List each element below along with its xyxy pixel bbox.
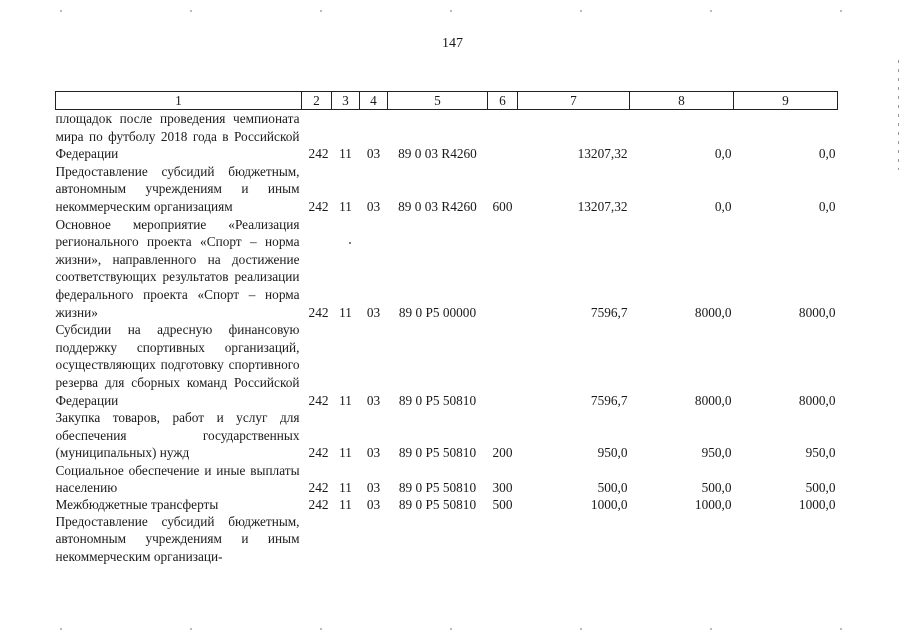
row-code: 242 [308, 445, 329, 461]
column-header-7: 7 [518, 92, 630, 110]
row-section: 11 [339, 392, 352, 408]
row-name: площадок после проведения чемпионата мира по футболу 2018 года в Российской Федерации [55, 111, 300, 162]
row-amount-1: 1000,0 [590, 496, 628, 512]
row-amount-3: 950,0 [805, 445, 836, 461]
row-code [302, 513, 332, 566]
table-row [56, 321, 838, 409]
row-code: 242 [308, 479, 329, 495]
row-amount-2: 0,0 [714, 146, 732, 162]
row-amount-2: 500,0 [701, 479, 732, 495]
row-target-article: 89 0 03 R4260 [398, 198, 477, 214]
header-row [56, 92, 838, 110]
row-section: 11 [339, 479, 352, 495]
table-row [56, 462, 838, 496]
row-subsection: 03 [366, 198, 381, 214]
table-row [56, 110, 838, 163]
row-expense-type: 500 [492, 496, 513, 512]
row-section: 11 [339, 146, 352, 162]
row-target-article: 89 0 P5 50810 [398, 496, 477, 512]
page-number: 147 [442, 36, 463, 51]
row-expense-type: 300 [492, 479, 513, 495]
row-subsection: 03 [366, 445, 381, 461]
row-section: 11 [339, 496, 352, 512]
row-expense-type [488, 110, 518, 163]
row-amount-1: 500,0 [597, 479, 628, 495]
row-amount-2: 1000,0 [694, 496, 732, 512]
row-target-article: 89 0 P5 00000 [398, 304, 477, 320]
row-section [332, 513, 360, 566]
row-amount-1: 950,0 [597, 445, 628, 461]
row-subsection: 03 [366, 392, 381, 408]
row-amount-3: 8000,0 [798, 392, 836, 408]
row-target-article: 89 0 P5 50810 [398, 445, 477, 461]
row-section: 11 [339, 198, 352, 214]
scan-dot-mark [349, 242, 351, 244]
row-name: Социальное обеспечение и иные выплаты населению [55, 462, 300, 495]
row-amount-3: 1000,0 [798, 496, 836, 512]
column-header-8: 8 [630, 92, 734, 110]
row-expense-type [488, 513, 518, 566]
column-header-9: 9 [734, 92, 838, 110]
row-target-article: 89 0 03 R4260 [398, 146, 477, 162]
row-amount-2: 8000,0 [694, 304, 732, 320]
row-subsection [360, 513, 388, 566]
row-amount-1: 13207,32 [577, 146, 628, 162]
row-name: Предоставление субсидий бюджетным, автономным учреждениям и иным некоммерческим организаци- [55, 513, 300, 565]
column-header-3: 3 [332, 92, 360, 110]
row-name: Межбюджетные трансферты [55, 496, 219, 512]
row-expense-type [488, 216, 518, 322]
row-amount-2: 8000,0 [694, 392, 732, 408]
row-amount-2: 0,0 [714, 198, 732, 214]
row-target-article [388, 513, 488, 566]
row-target-article: 89 0 P5 50810 [398, 479, 477, 495]
row-code: 242 [308, 146, 329, 162]
row-subsection: 03 [366, 479, 381, 495]
scan-edge-marks [898, 60, 899, 170]
table-row [56, 216, 838, 322]
row-section: 11 [339, 445, 352, 461]
row-expense-type: 600 [492, 198, 513, 214]
table-row [56, 513, 838, 566]
row-subsection: 03 [366, 496, 381, 512]
row-amount-2: 950,0 [701, 445, 732, 461]
column-header-1: 1 [56, 92, 302, 110]
row-code: 242 [308, 392, 329, 408]
row-target-article: 89 0 P5 50810 [398, 392, 477, 408]
row-amount-3: 0,0 [818, 146, 836, 162]
table-row [56, 409, 838, 462]
row-name: Субсидии на адресную финансовую поддержку спортивных организаций, осуществляющих подготовку спортивного резерва для сборных команд Российской Федерации [55, 322, 300, 408]
budget-table [55, 91, 838, 566]
row-expense-type: 200 [492, 445, 513, 461]
column-header-4: 4 [360, 92, 388, 110]
row-code: 242 [308, 496, 329, 512]
row-section: 11 [339, 304, 352, 320]
row-code: 242 [308, 304, 329, 320]
row-amount-3: 8000,0 [798, 304, 836, 320]
column-header-2: 2 [302, 92, 332, 110]
row-amount-3 [734, 513, 838, 566]
row-name: Закупка товаров, работ и услуг для обеспечения государственных (муниципальных) нужд [55, 410, 300, 461]
table-row [56, 163, 838, 216]
row-amount-3: 500,0 [805, 479, 836, 495]
row-subsection: 03 [366, 146, 381, 162]
scan-noise-top [0, 10, 905, 12]
row-name: Предоставление субсидий бюджетным, автономным учреждениям и иным некоммерческим организациям [55, 163, 300, 214]
row-amount-1 [518, 513, 630, 566]
row-amount-3: 0,0 [818, 198, 836, 214]
row-subsection: 03 [366, 304, 381, 320]
column-header-5: 5 [388, 92, 488, 110]
column-header-6: 6 [488, 92, 518, 110]
row-name: Основное мероприятие «Реализация регионального проекта «Спорт – норма жизни», направленного на достижение соответствующих результатов реализации федерального проекта «Спорт – норма жизни» [55, 216, 300, 320]
row-expense-type [488, 321, 518, 409]
row-amount-1: 7596,7 [590, 304, 628, 320]
row-amount-2 [630, 513, 734, 566]
row-amount-1: 7596,7 [590, 392, 628, 408]
row-amount-1: 13207,32 [577, 198, 628, 214]
scan-noise-bottom [0, 628, 905, 630]
table-row [56, 496, 838, 513]
row-code: 242 [308, 198, 329, 214]
